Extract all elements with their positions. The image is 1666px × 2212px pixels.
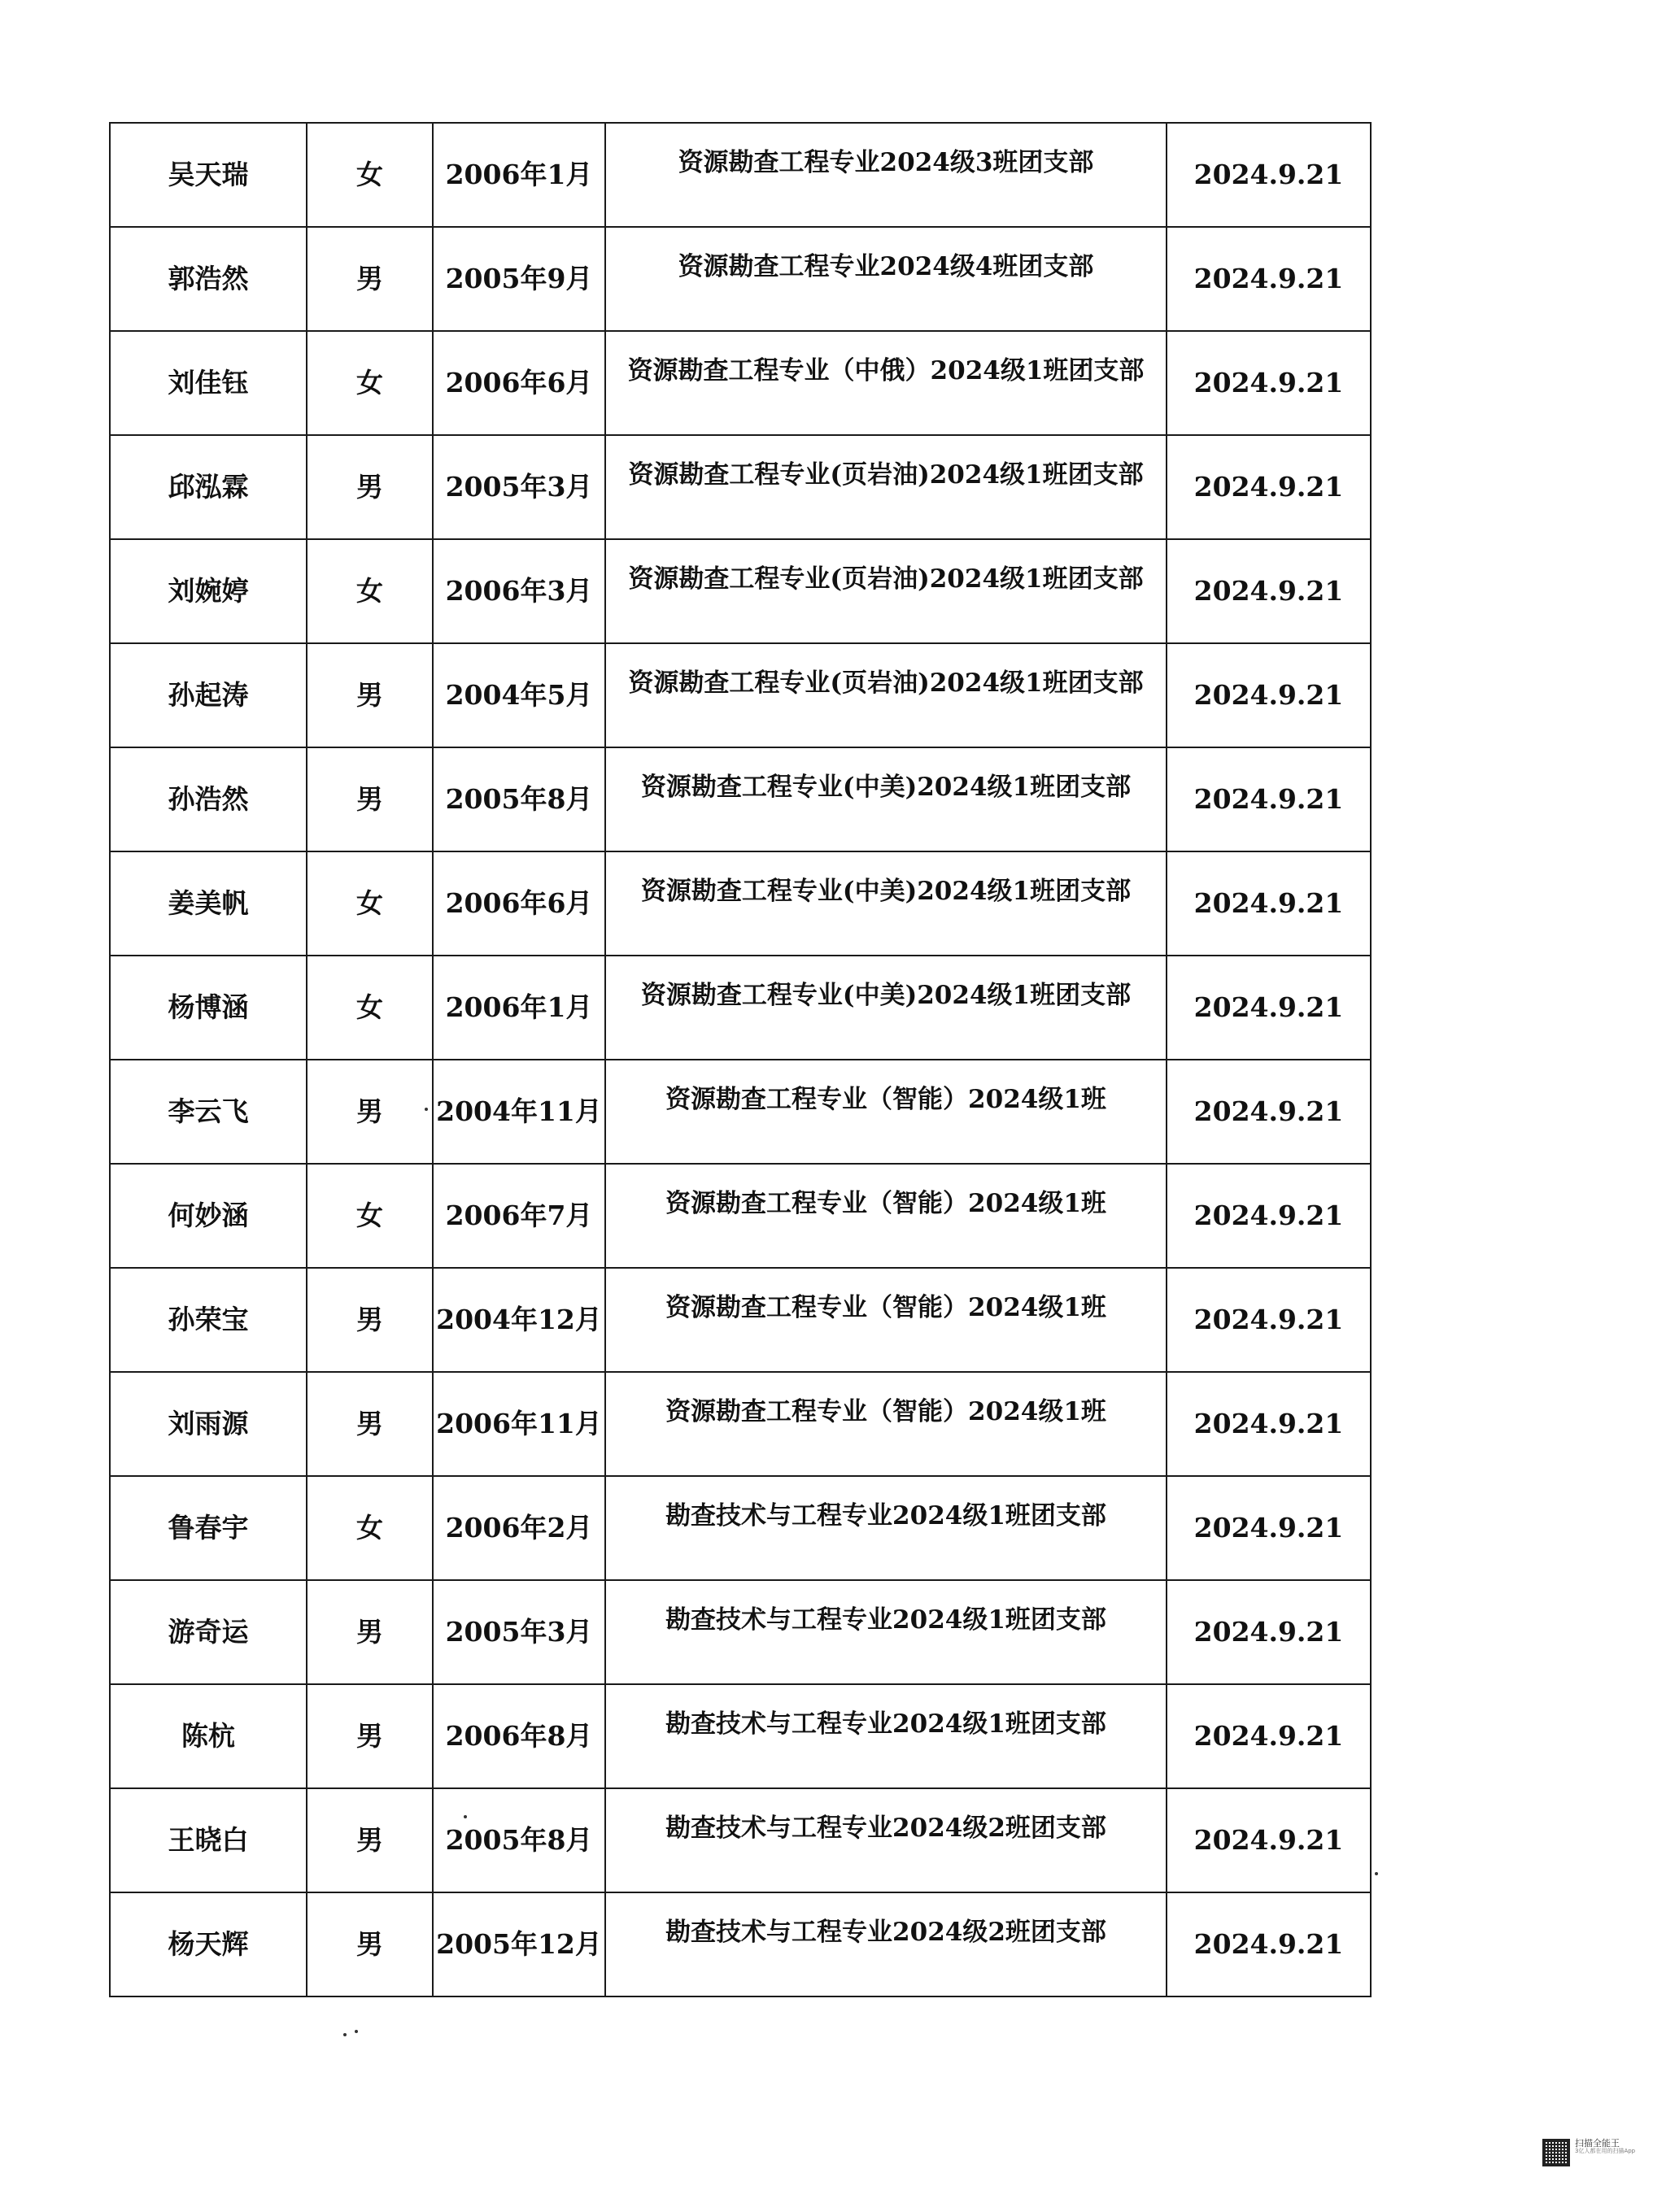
birth-cell-text: 2006年3月 bbox=[445, 575, 593, 607]
date-cell-text: 2024.9.21 bbox=[1193, 1512, 1344, 1544]
table-row bbox=[110, 1476, 1371, 1580]
birth-cell bbox=[433, 747, 605, 851]
name-cell bbox=[110, 123, 307, 227]
gender-cell-text: 女 bbox=[356, 575, 383, 607]
date-cell bbox=[1167, 1476, 1371, 1580]
name-cell-text: 刘佳钰 bbox=[168, 367, 249, 399]
birth-cell bbox=[433, 1892, 605, 1996]
table-row bbox=[110, 1060, 1371, 1164]
branch-cell-text: 资源勘查工程专业（智能）2024级1班 bbox=[665, 1085, 1106, 1115]
date-cell-text: 2024.9.21 bbox=[1193, 575, 1344, 607]
date-cell-text: 2024.9.21 bbox=[1193, 1616, 1344, 1648]
name-cell-text: 姜美帆 bbox=[168, 887, 249, 920]
branch-cell bbox=[605, 643, 1167, 747]
branch-cell bbox=[605, 1372, 1167, 1476]
date-cell bbox=[1167, 1164, 1371, 1268]
gender-cell bbox=[307, 227, 433, 331]
scan-speck bbox=[464, 1815, 467, 1818]
date-cell-text: 2024.9.21 bbox=[1193, 263, 1344, 295]
gender-cell-text: 女 bbox=[356, 1512, 383, 1544]
branch-cell bbox=[605, 956, 1167, 1060]
date-cell bbox=[1167, 227, 1371, 331]
gender-cell-text: 女 bbox=[356, 367, 383, 399]
gender-cell-text: 男 bbox=[356, 1616, 383, 1648]
birth-cell bbox=[433, 227, 605, 331]
gender-cell bbox=[307, 539, 433, 643]
branch-cell-text: 资源勘查工程专业(页岩油)2024级1班团支部 bbox=[628, 460, 1144, 490]
gender-cell bbox=[307, 1580, 433, 1684]
scan-speck bbox=[1375, 1872, 1378, 1875]
name-cell bbox=[110, 956, 307, 1060]
branch-cell bbox=[605, 331, 1167, 435]
table-row bbox=[110, 1788, 1371, 1892]
branch-cell bbox=[605, 1060, 1167, 1164]
gender-cell bbox=[307, 1268, 433, 1372]
gender-cell bbox=[307, 1164, 433, 1268]
birth-cell-text: 2005年3月 bbox=[445, 471, 593, 503]
table-row bbox=[110, 331, 1371, 435]
date-cell bbox=[1167, 1268, 1371, 1372]
name-cell-text: 孙起涛 bbox=[168, 679, 249, 712]
gender-cell bbox=[307, 1892, 433, 1996]
birth-cell bbox=[433, 851, 605, 956]
table-row bbox=[110, 956, 1371, 1060]
birth-cell bbox=[433, 123, 605, 227]
date-cell-text: 2024.9.21 bbox=[1193, 471, 1344, 503]
name-cell-text: 何妙涵 bbox=[168, 1200, 249, 1232]
name-cell-text: 陈杭 bbox=[181, 1720, 235, 1753]
date-cell-text: 2024.9.21 bbox=[1193, 679, 1344, 712]
date-cell bbox=[1167, 1684, 1371, 1788]
date-cell bbox=[1167, 1580, 1371, 1684]
branch-cell-text: 资源勘查工程专业2024级4班团支部 bbox=[678, 252, 1094, 282]
gender-cell-text: 女 bbox=[356, 1200, 383, 1232]
branch-cell-text: 资源勘查工程专业(中美)2024级1班团支部 bbox=[640, 877, 1132, 907]
scan-speck bbox=[355, 2030, 358, 2033]
date-cell bbox=[1167, 747, 1371, 851]
gender-cell-text: 男 bbox=[356, 1408, 383, 1440]
birth-cell-text: 2006年2月 bbox=[445, 1512, 593, 1544]
date-cell bbox=[1167, 643, 1371, 747]
date-cell bbox=[1167, 539, 1371, 643]
branch-cell bbox=[605, 539, 1167, 643]
roster-body bbox=[110, 123, 1371, 1996]
birth-cell-text: 2006年7月 bbox=[445, 1200, 593, 1232]
gender-cell bbox=[307, 956, 433, 1060]
name-cell bbox=[110, 331, 307, 435]
watermark-title: 扫描全能王 bbox=[1575, 2138, 1620, 2149]
table-row bbox=[110, 123, 1371, 227]
date-cell bbox=[1167, 1892, 1371, 1996]
name-cell bbox=[110, 643, 307, 747]
birth-cell-text: 2006年6月 bbox=[445, 367, 593, 399]
branch-cell bbox=[605, 851, 1167, 956]
date-cell-text: 2024.9.21 bbox=[1193, 1928, 1344, 1961]
date-cell-text: 2024.9.21 bbox=[1193, 1824, 1344, 1857]
name-cell-text: 王晓白 bbox=[168, 1824, 249, 1857]
name-cell-text: 刘雨源 bbox=[168, 1408, 249, 1440]
gender-cell bbox=[307, 1788, 433, 1892]
gender-cell bbox=[307, 1476, 433, 1580]
date-cell bbox=[1167, 331, 1371, 435]
gender-cell bbox=[307, 643, 433, 747]
branch-cell-text: 资源勘查工程专业（中俄）2024级1班团支部 bbox=[627, 356, 1145, 386]
birth-cell-text: 2006年6月 bbox=[445, 887, 593, 920]
gender-cell bbox=[307, 1060, 433, 1164]
name-cell bbox=[110, 1892, 307, 1996]
branch-cell-text: 勘查技术与工程专业2024级1班团支部 bbox=[665, 1709, 1106, 1740]
birth-cell bbox=[433, 1476, 605, 1580]
branch-cell-text: 勘查技术与工程专业2024级2班团支部 bbox=[665, 1814, 1106, 1844]
name-cell bbox=[110, 1580, 307, 1684]
name-cell bbox=[110, 1788, 307, 1892]
gender-cell-text: 男 bbox=[356, 679, 383, 712]
name-cell bbox=[110, 539, 307, 643]
gender-cell-text: 女 bbox=[356, 887, 383, 920]
scanner-watermark bbox=[1542, 2139, 1648, 2171]
branch-cell bbox=[605, 123, 1167, 227]
date-cell bbox=[1167, 1788, 1371, 1892]
birth-cell bbox=[433, 643, 605, 747]
birth-cell-text: 2005年8月 bbox=[445, 1824, 593, 1857]
date-cell bbox=[1167, 1372, 1371, 1476]
name-cell bbox=[110, 1268, 307, 1372]
gender-cell-text: 女 bbox=[356, 159, 383, 191]
date-cell-text: 2024.9.21 bbox=[1193, 1720, 1344, 1753]
gender-cell-text: 男 bbox=[356, 783, 383, 816]
branch-cell bbox=[605, 1476, 1167, 1580]
birth-cell bbox=[433, 539, 605, 643]
name-cell-text: 郭浩然 bbox=[168, 263, 249, 295]
birth-cell bbox=[433, 1372, 605, 1476]
name-cell-text: 刘婉婷 bbox=[168, 575, 249, 607]
branch-cell-text: 资源勘查工程专业(页岩油)2024级1班团支部 bbox=[628, 564, 1144, 594]
branch-cell-text: 资源勘查工程专业(中美)2024级1班团支部 bbox=[640, 773, 1132, 803]
branch-cell bbox=[605, 1268, 1167, 1372]
gender-cell bbox=[307, 331, 433, 435]
birth-cell-text: 2006年11月 bbox=[436, 1408, 602, 1440]
birth-cell bbox=[433, 331, 605, 435]
birth-cell bbox=[433, 435, 605, 539]
birth-cell bbox=[433, 1164, 605, 1268]
date-cell-text: 2024.9.21 bbox=[1193, 887, 1344, 920]
name-cell-text: 杨天辉 bbox=[168, 1928, 249, 1961]
table-row bbox=[110, 539, 1371, 643]
table-row bbox=[110, 1372, 1371, 1476]
branch-cell bbox=[605, 747, 1167, 851]
name-cell bbox=[110, 1372, 307, 1476]
birth-cell-text: 2004年12月 bbox=[436, 1304, 602, 1336]
name-cell bbox=[110, 1164, 307, 1268]
branch-cell-text: 资源勘查工程专业（智能）2024级1班 bbox=[665, 1397, 1106, 1427]
date-cell-text: 2024.9.21 bbox=[1193, 1408, 1344, 1440]
birth-cell-text: 2005年12月 bbox=[436, 1928, 602, 1961]
name-cell-text: 李云飞 bbox=[168, 1095, 249, 1128]
table-row bbox=[110, 747, 1371, 851]
table-row bbox=[110, 1580, 1371, 1684]
name-cell-text: 游奇运 bbox=[168, 1616, 249, 1648]
name-cell-text: 孙荣宝 bbox=[168, 1304, 249, 1336]
table-row bbox=[110, 643, 1371, 747]
gender-cell-text: 男 bbox=[356, 1304, 383, 1336]
name-cell-text: 鲁春宇 bbox=[168, 1512, 249, 1544]
date-cell-text: 2024.9.21 bbox=[1193, 367, 1344, 399]
birth-cell bbox=[433, 1060, 605, 1164]
name-cell bbox=[110, 747, 307, 851]
table-row bbox=[110, 435, 1371, 539]
qr-code-icon bbox=[1542, 2139, 1570, 2166]
branch-cell bbox=[605, 435, 1167, 539]
branch-cell bbox=[605, 1580, 1167, 1684]
date-cell-text: 2024.9.21 bbox=[1193, 1200, 1344, 1232]
birth-cell-text: 2005年3月 bbox=[445, 1616, 593, 1648]
date-cell bbox=[1167, 435, 1371, 539]
branch-cell-text: 资源勘查工程专业（智能）2024级1班 bbox=[665, 1189, 1106, 1219]
branch-cell bbox=[605, 227, 1167, 331]
table-row bbox=[110, 851, 1371, 956]
branch-cell-text: 资源勘查工程专业2024级3班团支部 bbox=[678, 148, 1094, 178]
name-cell bbox=[110, 227, 307, 331]
branch-cell-text: 勘查技术与工程专业2024级2班团支部 bbox=[665, 1918, 1106, 1948]
table-row bbox=[110, 1684, 1371, 1788]
date-cell-text: 2024.9.21 bbox=[1193, 783, 1344, 816]
gender-cell bbox=[307, 1684, 433, 1788]
name-cell bbox=[110, 435, 307, 539]
name-cell-text: 孙浩然 bbox=[168, 783, 249, 816]
name-cell-text: 吴天瑞 bbox=[168, 159, 249, 191]
gender-cell bbox=[307, 435, 433, 539]
gender-cell-text: 男 bbox=[356, 1720, 383, 1753]
birth-cell bbox=[433, 956, 605, 1060]
branch-cell bbox=[605, 1164, 1167, 1268]
gender-cell-text: 男 bbox=[356, 1928, 383, 1961]
gender-cell bbox=[307, 747, 433, 851]
date-cell-text: 2024.9.21 bbox=[1193, 1304, 1344, 1336]
birth-cell bbox=[433, 1788, 605, 1892]
gender-cell bbox=[307, 123, 433, 227]
birth-cell-text: 2005年9月 bbox=[445, 263, 593, 295]
gender-cell-text: 男 bbox=[356, 471, 383, 503]
watermark-text bbox=[1575, 2139, 1635, 2155]
branch-cell-text: 资源勘查工程专业(页岩油)2024级1班团支部 bbox=[628, 668, 1144, 699]
scan-speck bbox=[425, 1108, 428, 1111]
scan-speck bbox=[343, 2033, 347, 2036]
branch-cell-text: 资源勘查工程专业(中美)2024级1班团支部 bbox=[640, 981, 1132, 1011]
date-cell bbox=[1167, 956, 1371, 1060]
table-row bbox=[110, 1164, 1371, 1268]
name-cell bbox=[110, 1684, 307, 1788]
gender-cell-text: 男 bbox=[356, 1095, 383, 1128]
table-row bbox=[110, 227, 1371, 331]
birth-cell bbox=[433, 1580, 605, 1684]
name-cell bbox=[110, 851, 307, 956]
gender-cell-text: 男 bbox=[356, 263, 383, 295]
table-row bbox=[110, 1268, 1371, 1372]
birth-cell-text: 2004年11月 bbox=[436, 1095, 602, 1128]
name-cell bbox=[110, 1060, 307, 1164]
birth-cell-text: 2004年5月 bbox=[445, 679, 593, 712]
date-cell bbox=[1167, 1060, 1371, 1164]
birth-cell-text: 2006年8月 bbox=[445, 1720, 593, 1753]
watermark-subtitle: 3亿人都在用的扫描App bbox=[1575, 2148, 1636, 2155]
table-row bbox=[110, 1892, 1371, 1996]
name-cell-text: 邱泓霖 bbox=[168, 471, 249, 503]
branch-cell-text: 勘查技术与工程专业2024级1班团支部 bbox=[665, 1605, 1106, 1635]
date-cell-text: 2024.9.21 bbox=[1193, 1095, 1344, 1128]
date-cell bbox=[1167, 123, 1371, 227]
birth-cell bbox=[433, 1684, 605, 1788]
gender-cell-text: 男 bbox=[356, 1824, 383, 1857]
name-cell bbox=[110, 1476, 307, 1580]
branch-cell bbox=[605, 1684, 1167, 1788]
gender-cell-text: 女 bbox=[356, 991, 383, 1024]
birth-cell-text: 2006年1月 bbox=[445, 991, 593, 1024]
roster-table bbox=[109, 122, 1372, 1997]
branch-cell bbox=[605, 1788, 1167, 1892]
branch-cell bbox=[605, 1892, 1167, 1996]
date-cell bbox=[1167, 851, 1371, 956]
birth-cell-text: 2006年1月 bbox=[445, 159, 593, 191]
birth-cell bbox=[433, 1268, 605, 1372]
branch-cell-text: 勘查技术与工程专业2024级1班团支部 bbox=[665, 1501, 1106, 1531]
branch-cell-text: 资源勘查工程专业（智能）2024级1班 bbox=[665, 1293, 1106, 1323]
gender-cell bbox=[307, 851, 433, 956]
date-cell-text: 2024.9.21 bbox=[1193, 991, 1344, 1024]
gender-cell bbox=[307, 1372, 433, 1476]
name-cell-text: 杨博涵 bbox=[168, 991, 249, 1024]
date-cell-text: 2024.9.21 bbox=[1193, 159, 1344, 191]
birth-cell-text: 2005年8月 bbox=[445, 783, 593, 816]
